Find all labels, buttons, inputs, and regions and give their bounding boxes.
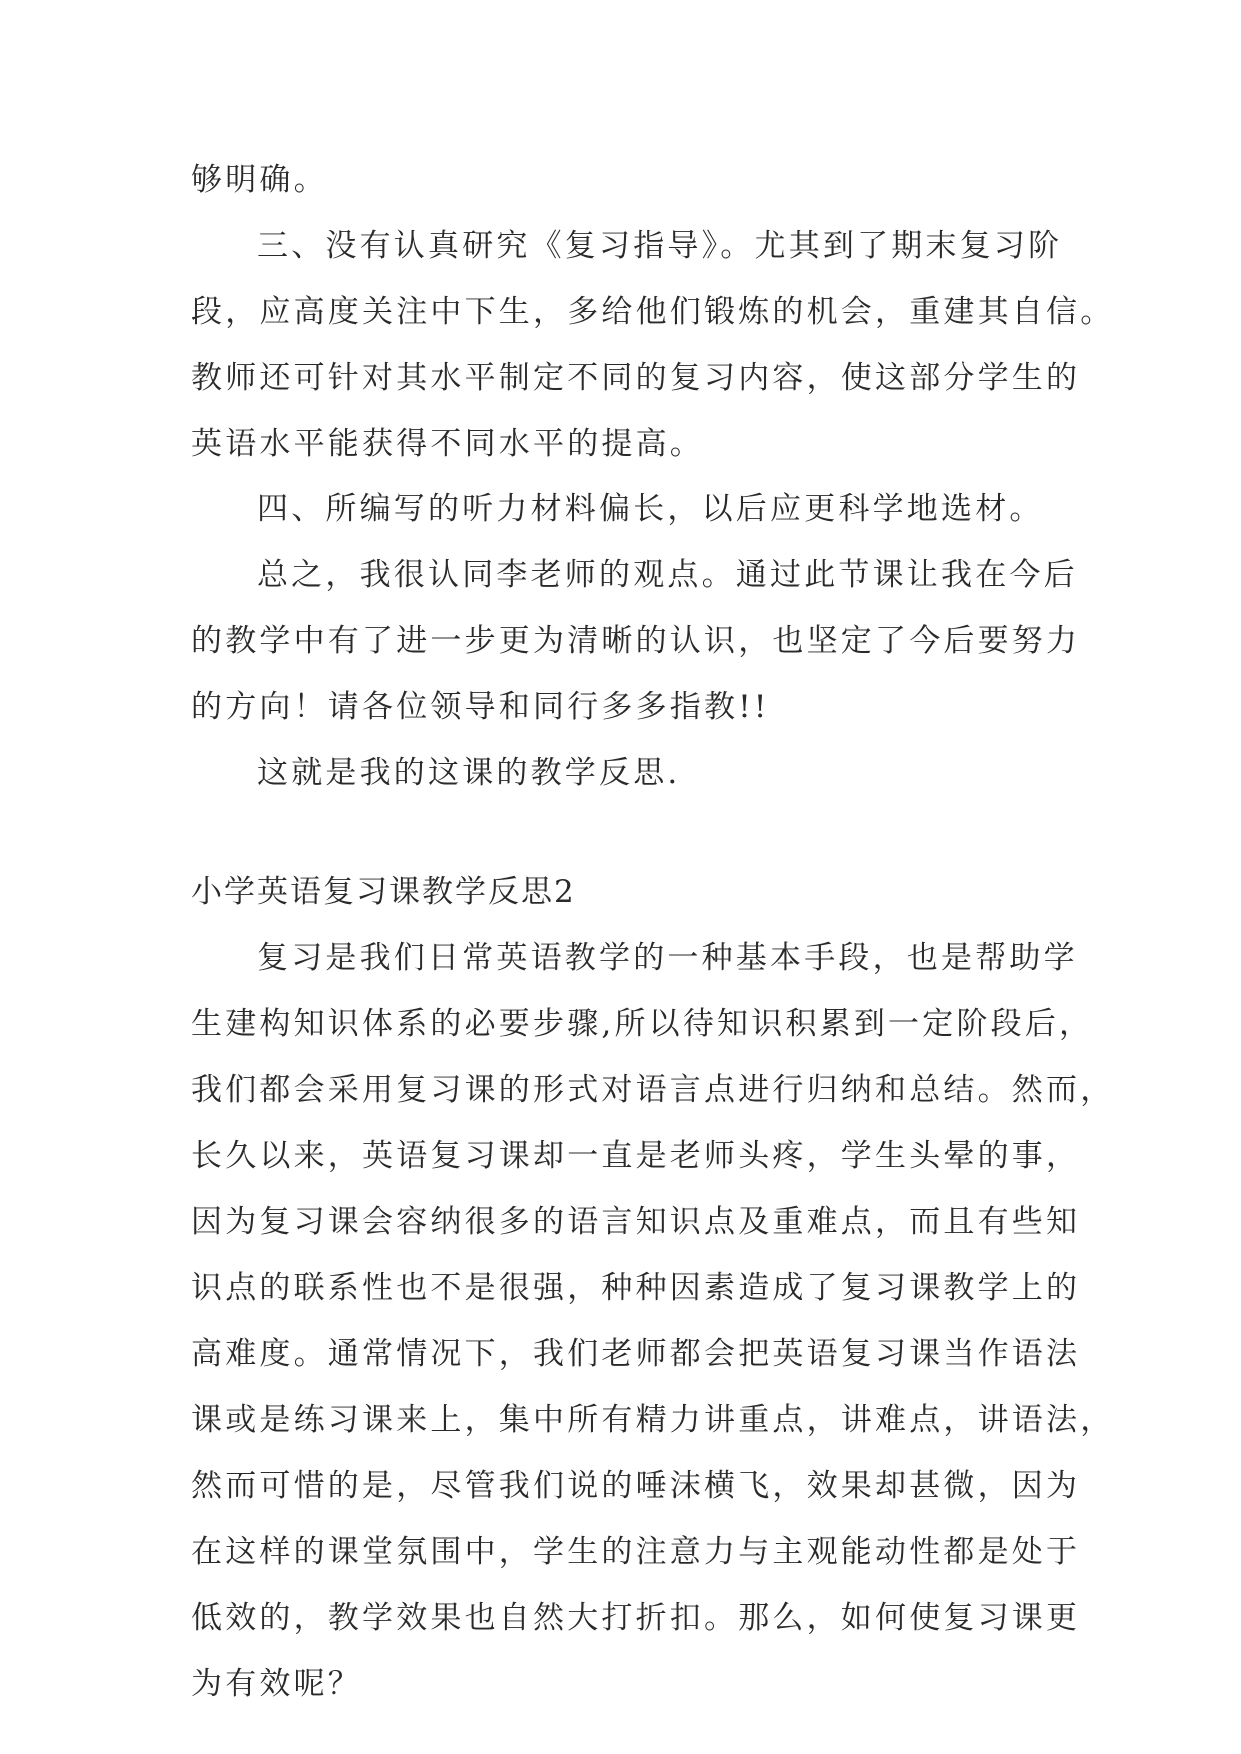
paragraph-line: 高难度。通常情况下，我们老师都会把英语复习课当作语法 (191, 1336, 1081, 1372)
paragraph-line: 复习是我们日常英语教学的一种基本手段，也是帮助学 (257, 940, 1078, 976)
paragraph-line: 的教学中有了进一步更为清晰的认识，也坚定了今后要努力 (191, 623, 1081, 659)
paragraph-line: 在这样的课堂氛围中，学生的注意力与主观能动性都是处于 (191, 1534, 1081, 1570)
paragraph-line: 识点的联系性也不是很强，种种因素造成了复习课教学上的 (191, 1270, 1081, 1306)
paragraph-line: 这就是我的这课的教学反思. (257, 755, 681, 791)
paragraph-line: 低效的，教学效果也自然大打折扣。那么，如何使复习课更 (191, 1600, 1081, 1636)
paragraph-line: 为有效呢？ (191, 1666, 362, 1702)
paragraph-line: 课或是练习课来上，集中所有精力讲重点，讲难点，讲语法， (191, 1402, 1115, 1438)
section-heading: 小学英语复习课教学反思2 (191, 874, 576, 910)
paragraph-line: 够明确。 (191, 162, 328, 198)
paragraph-line: 长久以来，英语复习课却一直是老师头疼，学生头晕的事， (191, 1138, 1081, 1174)
paragraph-line: 段，应高度关注中下生，多给他们锻炼的机会，重建其自信。 (191, 294, 1115, 330)
paragraph-line: 四、所编写的听力材料偏长，以后应更科学地选材。 (257, 491, 1044, 527)
paragraph-line: 三、没有认真研究《复习指导》。尤其到了期末复习阶 (257, 228, 1063, 264)
paragraph-line: 教师还可针对其水平制定不同的复习内容，使这部分学生的 (191, 360, 1081, 396)
paragraph-line: 的方向！请各位领导和同行多多指教!! (191, 689, 770, 725)
paragraph-line: 我们都会采用复习课的形式对语言点进行归纳和总结。然而， (191, 1072, 1115, 1108)
paragraph-line: 因为复习课会容纳很多的语言知识点及重难点，而且有些知 (191, 1204, 1081, 1240)
paragraph-line: 然而可惜的是，尽管我们说的唾沫横飞，效果却甚微，因为 (191, 1468, 1081, 1504)
paragraph-line: 英语水平能获得不同水平的提高。 (191, 426, 704, 462)
paragraph-line: 生建构知识体系的必要步骤,所以待知识积累到一定阶段后， (191, 1006, 1094, 1042)
paragraph-line: 总之，我很认同李老师的观点。通过此节课让我在今后 (257, 557, 1078, 593)
